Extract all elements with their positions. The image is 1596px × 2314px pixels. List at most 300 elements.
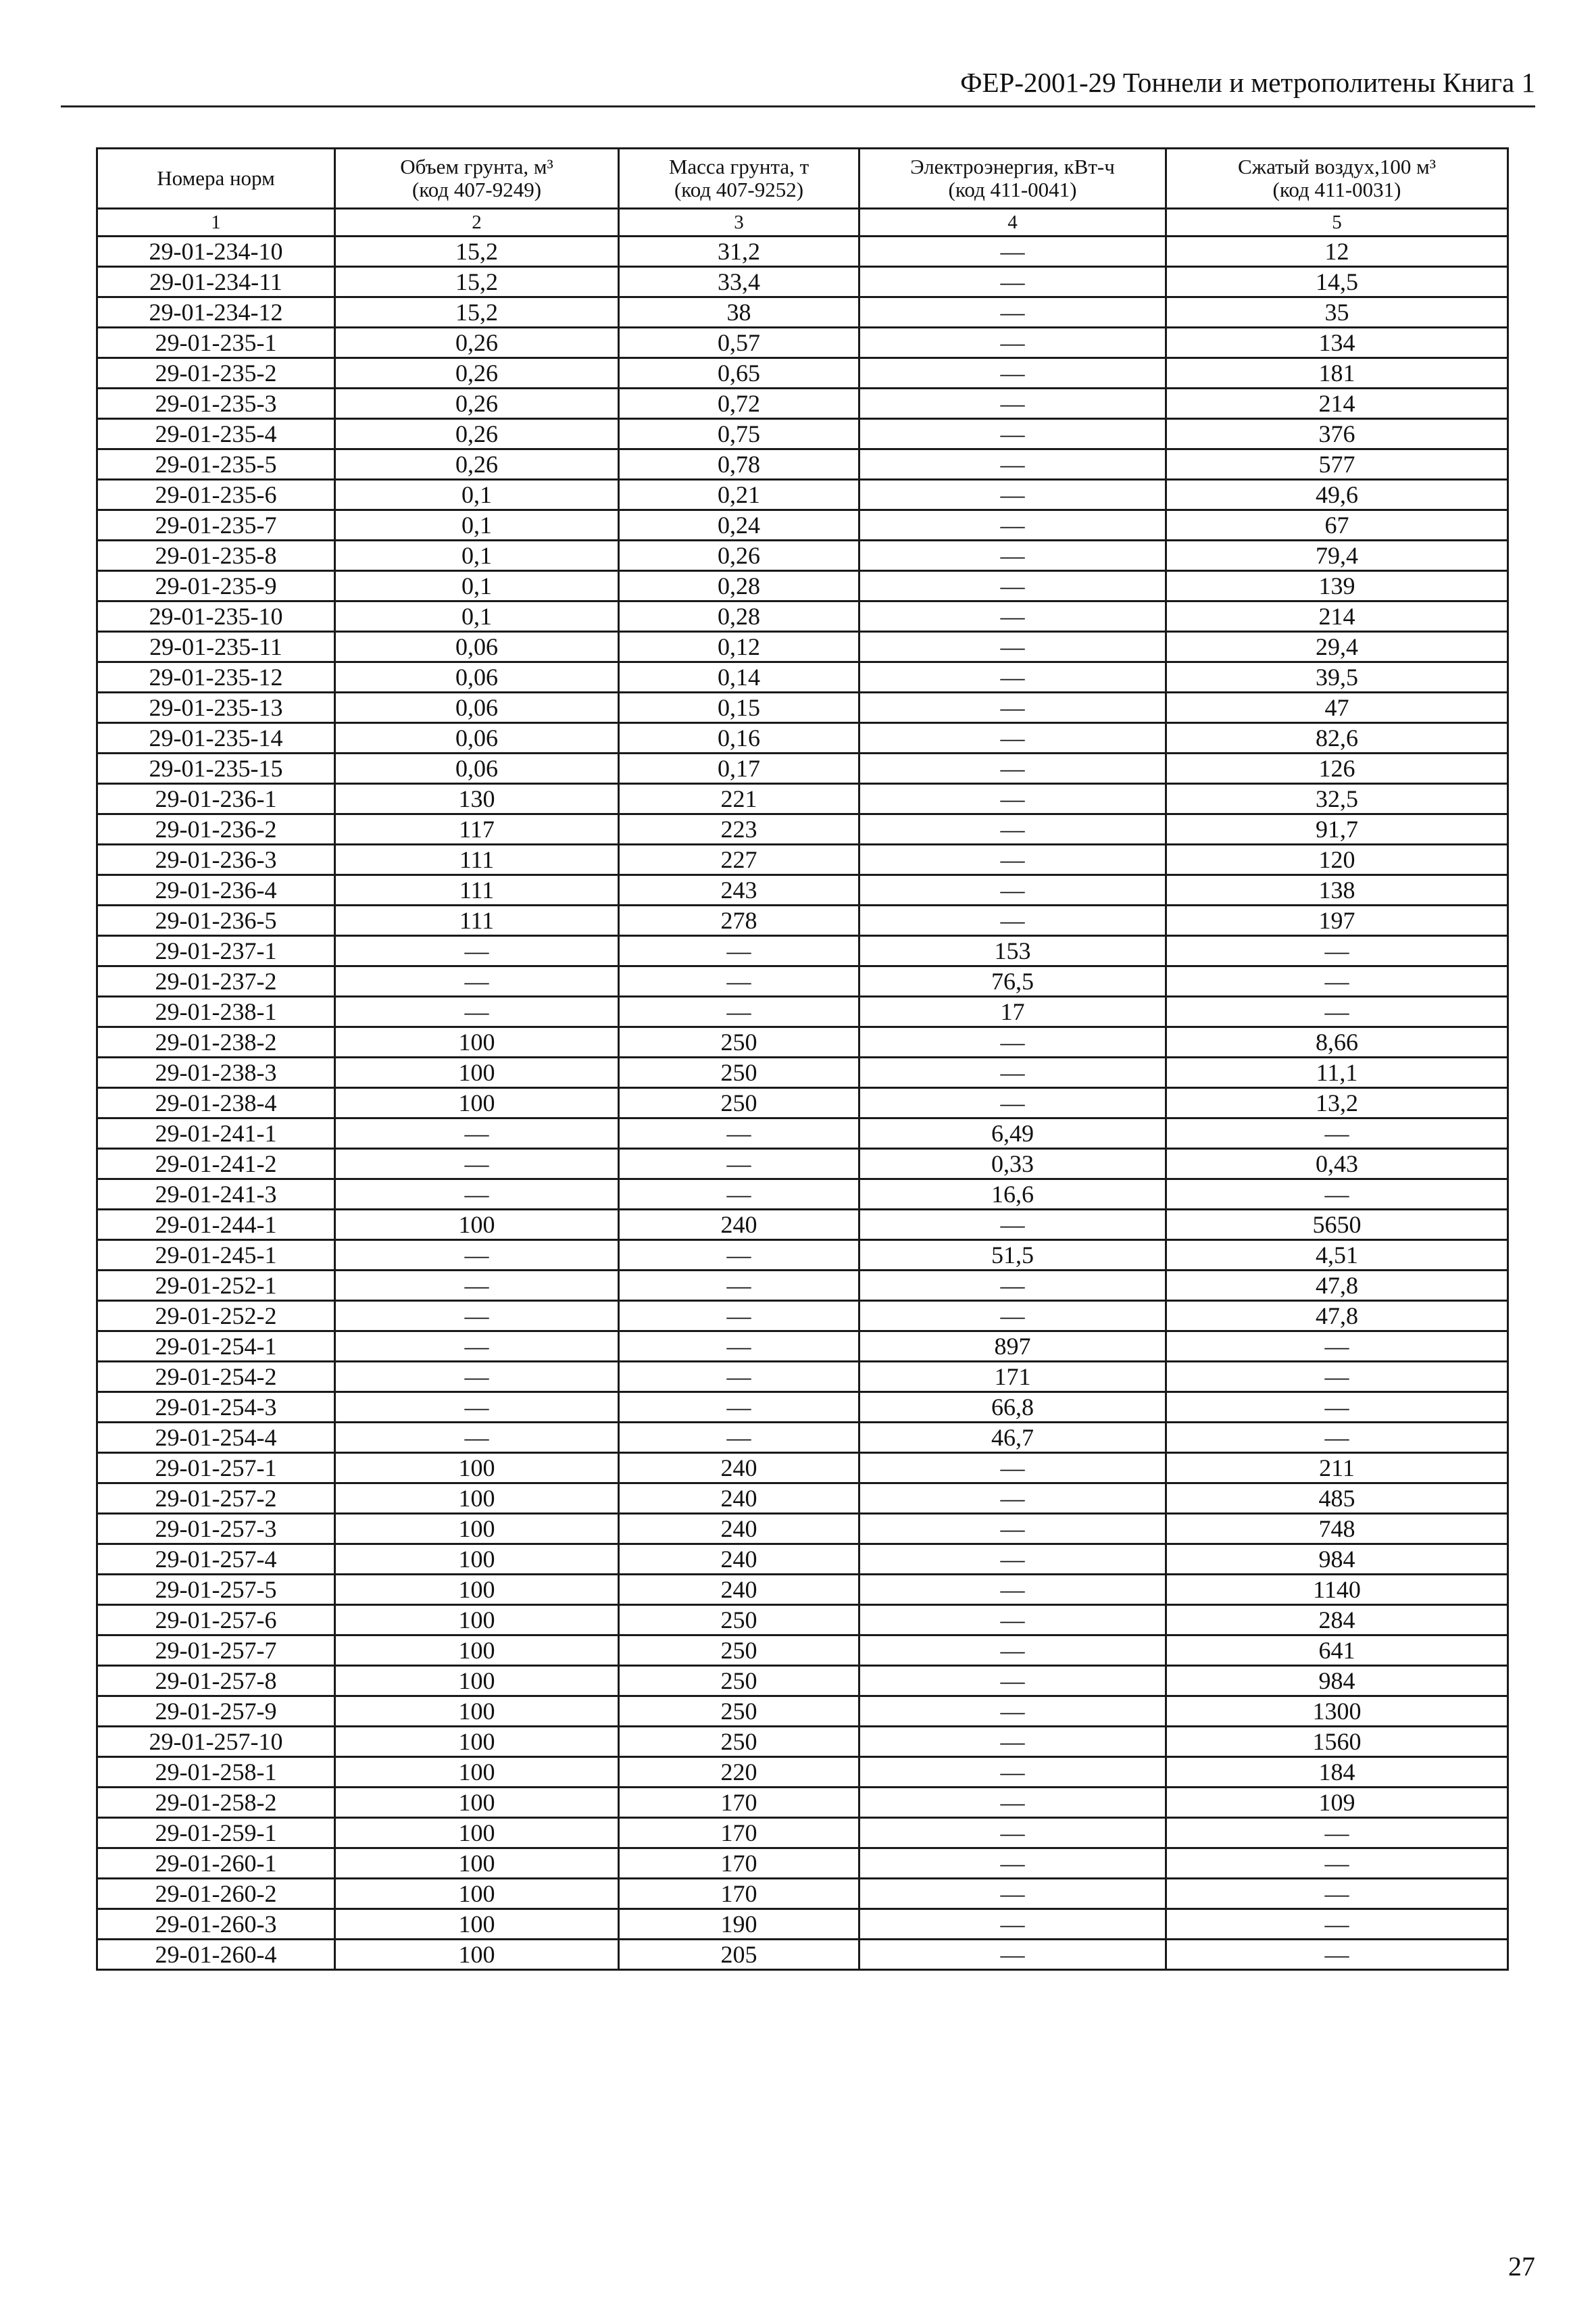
- electricity-cell: —: [859, 1058, 1166, 1088]
- norm-number-cell: 29-01-241-1: [97, 1118, 335, 1149]
- soil-volume-cell: 0,1: [335, 480, 619, 510]
- soil-volume-cell: 100: [335, 1483, 619, 1514]
- table-row: [97, 814, 1508, 845]
- compressed-air-cell: 214: [1166, 389, 1508, 419]
- table-row: [97, 1635, 1508, 1666]
- electricity-cell: —: [859, 1453, 1166, 1483]
- soil-volume-cell: 15,2: [335, 267, 619, 297]
- soil-volume-cell: 100: [335, 1027, 619, 1058]
- soil-mass-cell: 170: [619, 1818, 859, 1848]
- compressed-air-cell: 47: [1166, 693, 1508, 723]
- electricity-cell: —: [859, 1818, 1166, 1848]
- electricity-cell: —: [859, 1210, 1166, 1240]
- table-row: [97, 1027, 1508, 1058]
- column-header-line2: (код 407-9249): [412, 178, 542, 201]
- soil-mass-cell: 250: [619, 1635, 859, 1666]
- compressed-air-cell: 35: [1166, 297, 1508, 328]
- norms-table: [96, 147, 1509, 1971]
- norm-number-cell: 29-01-236-5: [97, 906, 335, 936]
- table-row: [97, 1605, 1508, 1635]
- soil-volume-cell: 100: [335, 1605, 619, 1635]
- compressed-air-cell: —: [1166, 1362, 1508, 1392]
- soil-mass-cell: 0,28: [619, 601, 859, 632]
- table-row: [97, 632, 1508, 662]
- column-header-line1: Масса грунта, т: [668, 155, 809, 178]
- table-row: [97, 267, 1508, 297]
- compressed-air-cell: —: [1166, 1818, 1508, 1848]
- compressed-air-cell: 12: [1166, 237, 1508, 267]
- page-number: 27: [1508, 2251, 1535, 2282]
- column-number: 4: [859, 209, 1166, 237]
- norm-number-cell: 29-01-235-11: [97, 632, 335, 662]
- norm-number-cell: 29-01-238-2: [97, 1027, 335, 1058]
- norm-number-cell: 29-01-254-2: [97, 1362, 335, 1392]
- soil-mass-cell: 0,28: [619, 571, 859, 601]
- electricity-cell: —: [859, 662, 1166, 693]
- norm-number-cell: 29-01-257-6: [97, 1605, 335, 1635]
- norm-number-cell: 29-01-252-2: [97, 1301, 335, 1331]
- table-row: [97, 449, 1508, 480]
- compressed-air-cell: 748: [1166, 1514, 1508, 1544]
- compressed-air-cell: 14,5: [1166, 267, 1508, 297]
- soil-mass-cell: 170: [619, 1788, 859, 1818]
- norm-number-cell: 29-01-257-5: [97, 1575, 335, 1605]
- table-row: [97, 1696, 1508, 1727]
- table-row: [97, 1666, 1508, 1696]
- soil-volume-cell: 0,1: [335, 541, 619, 571]
- soil-mass-cell: 0,57: [619, 328, 859, 358]
- soil-volume-cell: 100: [335, 1575, 619, 1605]
- norm-number-cell: 29-01-236-2: [97, 814, 335, 845]
- table-row: [97, 1575, 1508, 1605]
- soil-volume-cell: 100: [335, 1210, 619, 1240]
- soil-volume-cell: 100: [335, 1818, 619, 1848]
- soil-volume-cell: 111: [335, 906, 619, 936]
- compressed-air-cell: 376: [1166, 419, 1508, 449]
- table-row: [97, 1453, 1508, 1483]
- table-row: [97, 601, 1508, 632]
- norm-number-cell: 29-01-235-7: [97, 510, 335, 541]
- soil-mass-cell: 243: [619, 875, 859, 906]
- compressed-air-cell: 13,2: [1166, 1088, 1508, 1118]
- soil-mass-cell: —: [619, 1240, 859, 1271]
- soil-mass-cell: 250: [619, 1058, 859, 1088]
- norm-number-cell: 29-01-260-3: [97, 1909, 335, 1940]
- compressed-air-cell: 29,4: [1166, 632, 1508, 662]
- soil-mass-cell: —: [619, 1301, 859, 1331]
- norm-number-cell: 29-01-236-4: [97, 875, 335, 906]
- electricity-cell: —: [859, 449, 1166, 480]
- norm-number-cell: 29-01-235-1: [97, 328, 335, 358]
- soil-mass-cell: —: [619, 1271, 859, 1301]
- compressed-air-cell: —: [1166, 1392, 1508, 1423]
- electricity-cell: —: [859, 510, 1166, 541]
- norm-number-cell: 29-01-254-3: [97, 1392, 335, 1423]
- norm-number-cell: 29-01-254-1: [97, 1331, 335, 1362]
- table-row: [97, 845, 1508, 875]
- norm-number-cell: 29-01-234-12: [97, 297, 335, 328]
- soil-volume-cell: 100: [335, 1940, 619, 1970]
- soil-volume-cell: 15,2: [335, 237, 619, 267]
- soil-volume-cell: 0,06: [335, 632, 619, 662]
- norm-number-cell: 29-01-238-1: [97, 997, 335, 1027]
- table-row: [97, 389, 1508, 419]
- electricity-cell: —: [859, 601, 1166, 632]
- table-row: [97, 1118, 1508, 1149]
- electricity-cell: —: [859, 1848, 1166, 1879]
- table-row: [97, 1088, 1508, 1118]
- compressed-air-cell: 4,51: [1166, 1240, 1508, 1271]
- soil-volume-cell: 100: [335, 1727, 619, 1757]
- column-header-line2: (код 407-9252): [674, 178, 804, 201]
- norm-number-cell: 29-01-260-1: [97, 1848, 335, 1879]
- soil-volume-cell: 0,26: [335, 389, 619, 419]
- table-row: [97, 1848, 1508, 1879]
- table-row: [97, 936, 1508, 966]
- soil-mass-cell: 278: [619, 906, 859, 936]
- soil-mass-cell: 240: [619, 1483, 859, 1514]
- soil-volume-cell: 0,26: [335, 328, 619, 358]
- soil-volume-cell: 130: [335, 784, 619, 814]
- compressed-air-cell: 1560: [1166, 1727, 1508, 1757]
- column-header-line2: (код 411-0041): [948, 178, 1077, 201]
- table-row: [97, 1788, 1508, 1818]
- norm-number-cell: 29-01-260-2: [97, 1879, 335, 1909]
- electricity-cell: 6,49: [859, 1118, 1166, 1149]
- electricity-cell: —: [859, 237, 1166, 267]
- electricity-cell: —: [859, 1727, 1166, 1757]
- compressed-air-cell: —: [1166, 1848, 1508, 1879]
- soil-volume-cell: —: [335, 1179, 619, 1210]
- electricity-cell: —: [859, 1666, 1166, 1696]
- compressed-air-cell: 641: [1166, 1635, 1508, 1666]
- soil-volume-cell: 100: [335, 1696, 619, 1727]
- norm-number-cell: 29-01-257-1: [97, 1453, 335, 1483]
- norm-number-cell: 29-01-238-3: [97, 1058, 335, 1088]
- soil-mass-cell: 33,4: [619, 267, 859, 297]
- soil-volume-cell: —: [335, 1392, 619, 1423]
- soil-volume-cell: 0,1: [335, 571, 619, 601]
- compressed-air-cell: —: [1166, 1423, 1508, 1453]
- page-header: [61, 62, 1535, 107]
- table-row: [97, 1940, 1508, 1970]
- table-row: [97, 906, 1508, 936]
- norm-number-cell: 29-01-260-4: [97, 1940, 335, 1970]
- soil-volume-cell: —: [335, 1362, 619, 1392]
- table-row: [97, 997, 1508, 1027]
- soil-volume-cell: 0,06: [335, 662, 619, 693]
- electricity-cell: —: [859, 723, 1166, 754]
- soil-volume-cell: —: [335, 997, 619, 1027]
- soil-mass-cell: 240: [619, 1514, 859, 1544]
- compressed-air-cell: 181: [1166, 358, 1508, 389]
- soil-volume-cell: 0,1: [335, 601, 619, 632]
- soil-mass-cell: 170: [619, 1848, 859, 1879]
- compressed-air-cell: 32,5: [1166, 784, 1508, 814]
- column-header-electricity: [859, 149, 1166, 209]
- compressed-air-cell: —: [1166, 1179, 1508, 1210]
- soil-mass-cell: 0,12: [619, 632, 859, 662]
- norm-number-cell: 29-01-235-2: [97, 358, 335, 389]
- electricity-cell: 153: [859, 936, 1166, 966]
- table-row: [97, 541, 1508, 571]
- soil-volume-cell: —: [335, 1271, 619, 1301]
- compressed-air-cell: —: [1166, 1118, 1508, 1149]
- soil-mass-cell: 170: [619, 1879, 859, 1909]
- compressed-air-cell: 67: [1166, 510, 1508, 541]
- compressed-air-cell: 82,6: [1166, 723, 1508, 754]
- soil-volume-cell: 100: [335, 1848, 619, 1879]
- compressed-air-cell: 8,66: [1166, 1027, 1508, 1058]
- table-row: [97, 480, 1508, 510]
- soil-volume-cell: —: [335, 966, 619, 997]
- soil-volume-cell: 0,26: [335, 358, 619, 389]
- table-row: [97, 1210, 1508, 1240]
- soil-mass-cell: —: [619, 1423, 859, 1453]
- electricity-cell: —: [859, 875, 1166, 906]
- norm-number-cell: 29-01-237-2: [97, 966, 335, 997]
- electricity-cell: —: [859, 1788, 1166, 1818]
- column-header-soil-volume: [335, 149, 619, 209]
- soil-mass-cell: 0,72: [619, 389, 859, 419]
- compressed-air-cell: 485: [1166, 1483, 1508, 1514]
- column-header-line1: Номера норм: [157, 166, 275, 190]
- table-row: [97, 1879, 1508, 1909]
- norm-number-cell: 29-01-235-4: [97, 419, 335, 449]
- norm-number-cell: 29-01-235-5: [97, 449, 335, 480]
- soil-mass-cell: 250: [619, 1605, 859, 1635]
- table-row: [97, 237, 1508, 267]
- soil-mass-cell: 250: [619, 1666, 859, 1696]
- electricity-cell: —: [859, 1605, 1166, 1635]
- electricity-cell: 897: [859, 1331, 1166, 1362]
- norm-number-cell: 29-01-235-15: [97, 754, 335, 784]
- electricity-cell: —: [859, 693, 1166, 723]
- table-row: [97, 875, 1508, 906]
- electricity-cell: —: [859, 814, 1166, 845]
- soil-mass-cell: 0,17: [619, 754, 859, 784]
- compressed-air-cell: 1300: [1166, 1696, 1508, 1727]
- electricity-cell: —: [859, 1514, 1166, 1544]
- soil-mass-cell: 190: [619, 1909, 859, 1940]
- norm-number-cell: 29-01-235-13: [97, 693, 335, 723]
- compressed-air-cell: —: [1166, 997, 1508, 1027]
- soil-volume-cell: —: [335, 1423, 619, 1453]
- soil-volume-cell: 0,26: [335, 449, 619, 480]
- table-row: [97, 1271, 1508, 1301]
- table-row: [97, 1179, 1508, 1210]
- table-row: [97, 1757, 1508, 1788]
- compressed-air-cell: 184: [1166, 1757, 1508, 1788]
- electricity-cell: —: [859, 389, 1166, 419]
- soil-mass-cell: 240: [619, 1210, 859, 1240]
- column-header-compressed-air: [1166, 149, 1508, 209]
- soil-mass-cell: —: [619, 1149, 859, 1179]
- table-row: [97, 1818, 1508, 1848]
- soil-mass-cell: 240: [619, 1544, 859, 1575]
- soil-volume-cell: 100: [335, 1453, 619, 1483]
- electricity-cell: 51,5: [859, 1240, 1166, 1271]
- table-row: [97, 1331, 1508, 1362]
- soil-mass-cell: 220: [619, 1757, 859, 1788]
- column-header-soil-mass: [619, 149, 859, 209]
- compressed-air-cell: 126: [1166, 754, 1508, 784]
- compressed-air-cell: —: [1166, 1909, 1508, 1940]
- table-row: [97, 693, 1508, 723]
- norm-number-cell: 29-01-257-3: [97, 1514, 335, 1544]
- column-header-line1: Электроэнергия, кВт-ч: [910, 155, 1115, 178]
- electricity-cell: 0,33: [859, 1149, 1166, 1179]
- compressed-air-cell: 39,5: [1166, 662, 1508, 693]
- soil-mass-cell: 31,2: [619, 237, 859, 267]
- norm-number-cell: 29-01-245-1: [97, 1240, 335, 1271]
- electricity-cell: —: [859, 541, 1166, 571]
- soil-volume-cell: 100: [335, 1514, 619, 1544]
- norm-number-cell: 29-01-235-12: [97, 662, 335, 693]
- compressed-air-cell: 47,8: [1166, 1301, 1508, 1331]
- soil-mass-cell: —: [619, 1392, 859, 1423]
- soil-volume-cell: —: [335, 1240, 619, 1271]
- electricity-cell: 66,8: [859, 1392, 1166, 1423]
- soil-mass-cell: 0,15: [619, 693, 859, 723]
- column-number: 3: [619, 209, 859, 237]
- table-row: [97, 328, 1508, 358]
- soil-mass-cell: 0,21: [619, 480, 859, 510]
- norm-number-cell: 29-01-235-10: [97, 601, 335, 632]
- compressed-air-cell: 577: [1166, 449, 1508, 480]
- norm-number-cell: 29-01-235-6: [97, 480, 335, 510]
- compressed-air-cell: —: [1166, 966, 1508, 997]
- table-row: [97, 784, 1508, 814]
- soil-mass-cell: —: [619, 1362, 859, 1392]
- norm-number-cell: 29-01-258-2: [97, 1788, 335, 1818]
- soil-volume-cell: 0,06: [335, 693, 619, 723]
- compressed-air-cell: 109: [1166, 1788, 1508, 1818]
- norm-number-cell: 29-01-236-1: [97, 784, 335, 814]
- norm-number-cell: 29-01-257-7: [97, 1635, 335, 1666]
- soil-mass-cell: —: [619, 1331, 859, 1362]
- table-row: [97, 723, 1508, 754]
- soil-volume-cell: 100: [335, 1088, 619, 1118]
- table-row: [97, 1392, 1508, 1423]
- table-row: [97, 1514, 1508, 1544]
- compressed-air-cell: 211: [1166, 1453, 1508, 1483]
- table-row: [97, 1240, 1508, 1271]
- norm-number-cell: 29-01-238-4: [97, 1088, 335, 1118]
- compressed-air-cell: —: [1166, 1879, 1508, 1909]
- column-number: 5: [1166, 209, 1508, 237]
- compressed-air-cell: 197: [1166, 906, 1508, 936]
- norm-number-cell: 29-01-257-4: [97, 1544, 335, 1575]
- compressed-air-cell: 984: [1166, 1544, 1508, 1575]
- norm-number-cell: 29-01-257-10: [97, 1727, 335, 1757]
- soil-mass-cell: —: [619, 1179, 859, 1210]
- column-number: 2: [335, 209, 619, 237]
- soil-volume-cell: 0,06: [335, 754, 619, 784]
- compressed-air-cell: 1140: [1166, 1575, 1508, 1605]
- electricity-cell: —: [859, 754, 1166, 784]
- table-row: [97, 1727, 1508, 1757]
- electricity-cell: —: [859, 419, 1166, 449]
- electricity-cell: —: [859, 784, 1166, 814]
- table-row: [97, 1909, 1508, 1940]
- electricity-cell: —: [859, 1575, 1166, 1605]
- soil-mass-cell: 250: [619, 1027, 859, 1058]
- table-row: [97, 419, 1508, 449]
- table-row: [97, 1058, 1508, 1088]
- table-row: [97, 662, 1508, 693]
- soil-mass-cell: —: [619, 997, 859, 1027]
- compressed-air-cell: —: [1166, 936, 1508, 966]
- soil-mass-cell: 240: [619, 1575, 859, 1605]
- soil-mass-cell: —: [619, 936, 859, 966]
- soil-mass-cell: 205: [619, 1940, 859, 1970]
- norm-number-cell: 29-01-241-2: [97, 1149, 335, 1179]
- compressed-air-cell: 5650: [1166, 1210, 1508, 1240]
- electricity-cell: —: [859, 1088, 1166, 1118]
- electricity-cell: —: [859, 1696, 1166, 1727]
- table-body: [97, 237, 1508, 1970]
- page-title: ФЕР-2001-29 Тоннели и метрополитены Книга 1: [960, 67, 1535, 98]
- electricity-cell: —: [859, 1271, 1166, 1301]
- table-row: [97, 571, 1508, 601]
- soil-mass-cell: 250: [619, 1696, 859, 1727]
- compressed-air-cell: —: [1166, 1331, 1508, 1362]
- norm-number-cell: 29-01-254-4: [97, 1423, 335, 1453]
- electricity-cell: 171: [859, 1362, 1166, 1392]
- soil-volume-cell: 111: [335, 875, 619, 906]
- soil-volume-cell: 100: [335, 1635, 619, 1666]
- soil-volume-cell: 111: [335, 845, 619, 875]
- soil-mass-cell: 0,75: [619, 419, 859, 449]
- electricity-cell: —: [859, 571, 1166, 601]
- soil-volume-cell: 100: [335, 1757, 619, 1788]
- electricity-cell: —: [859, 1757, 1166, 1788]
- compressed-air-cell: 139: [1166, 571, 1508, 601]
- table-row: [97, 1301, 1508, 1331]
- column-number-row: [97, 209, 1508, 237]
- soil-mass-cell: 0,65: [619, 358, 859, 389]
- soil-mass-cell: 221: [619, 784, 859, 814]
- table-row: [97, 297, 1508, 328]
- norm-number-cell: 29-01-235-8: [97, 541, 335, 571]
- table-row: [97, 1544, 1508, 1575]
- table-row: [97, 358, 1508, 389]
- electricity-cell: 46,7: [859, 1423, 1166, 1453]
- soil-mass-cell: 250: [619, 1727, 859, 1757]
- electricity-cell: —: [859, 1301, 1166, 1331]
- norm-number-cell: 29-01-237-1: [97, 936, 335, 966]
- norm-number-cell: 29-01-257-9: [97, 1696, 335, 1727]
- compressed-air-cell: 79,4: [1166, 541, 1508, 571]
- compressed-air-cell: 91,7: [1166, 814, 1508, 845]
- soil-mass-cell: 0,26: [619, 541, 859, 571]
- compressed-air-cell: 984: [1166, 1666, 1508, 1696]
- soil-volume-cell: —: [335, 1118, 619, 1149]
- compressed-air-cell: 138: [1166, 875, 1508, 906]
- norm-number-cell: 29-01-259-1: [97, 1818, 335, 1848]
- norm-number-cell: 29-01-257-8: [97, 1666, 335, 1696]
- electricity-cell: —: [859, 328, 1166, 358]
- table-row: [97, 1362, 1508, 1392]
- norm-number-cell: 29-01-252-1: [97, 1271, 335, 1301]
- electricity-cell: —: [859, 1483, 1166, 1514]
- soil-mass-cell: 0,78: [619, 449, 859, 480]
- compressed-air-cell: 47,8: [1166, 1271, 1508, 1301]
- table-row: [97, 1149, 1508, 1179]
- column-header-line1: Объем грунта, м³: [400, 155, 553, 178]
- electricity-cell: —: [859, 1027, 1166, 1058]
